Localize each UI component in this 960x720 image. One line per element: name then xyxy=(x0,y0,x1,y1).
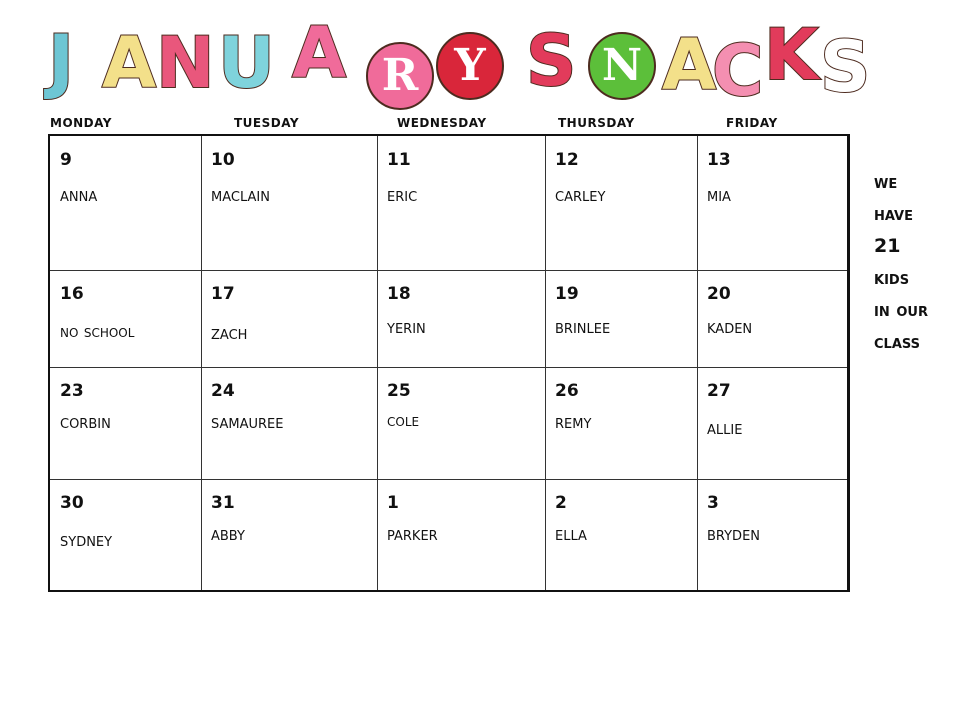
note-line: kids xyxy=(874,267,910,289)
day-cell xyxy=(377,479,545,590)
page-title xyxy=(48,12,878,112)
title-letter-j: J xyxy=(48,20,75,102)
cell-date: 16 xyxy=(60,284,84,304)
cell-date: 3 xyxy=(707,493,719,513)
class-size-note xyxy=(874,166,954,358)
day-cell xyxy=(545,479,697,590)
cell-date: 27 xyxy=(707,381,731,401)
header-tuesday: tuesday xyxy=(234,112,300,132)
cell-date: 2 xyxy=(555,493,567,513)
title-letter-k: K xyxy=(764,14,819,96)
title-letter-n2: N xyxy=(588,32,656,100)
day-cell xyxy=(377,136,545,270)
title-letter-r: R xyxy=(366,42,434,110)
day-cell xyxy=(697,270,847,367)
day-cell xyxy=(697,479,847,590)
cell-name: anna xyxy=(60,184,98,206)
cell-name: maclain xyxy=(211,184,270,206)
day-cell xyxy=(545,136,697,270)
title-letter-s: S xyxy=(526,20,577,102)
title-letter-c: C xyxy=(712,30,764,112)
header-friday: friday xyxy=(726,112,778,132)
cell-name: mia xyxy=(707,184,731,206)
cell-date: 12 xyxy=(555,150,579,170)
cell-name: cole xyxy=(387,411,420,431)
cell-name: bryden xyxy=(707,523,761,545)
day-cell xyxy=(50,479,201,590)
day-cell xyxy=(201,367,377,479)
cell-date: 19 xyxy=(555,284,579,304)
cell-date: 17 xyxy=(211,284,235,304)
note-line: in our xyxy=(874,299,928,321)
cell-date: 9 xyxy=(60,150,72,170)
cell-date: 23 xyxy=(60,381,84,401)
title-letter-n: N xyxy=(156,22,215,104)
title-letter-u: U xyxy=(218,22,275,104)
day-cell xyxy=(50,270,201,367)
cell-date: 25 xyxy=(387,381,411,401)
cell-name: corbin xyxy=(60,411,111,433)
day-cell xyxy=(201,479,377,590)
cell-date: 24 xyxy=(211,381,235,401)
note-line: have xyxy=(874,203,913,225)
day-cell xyxy=(545,367,697,479)
note-line: class xyxy=(874,331,921,353)
title-letter-s2: S xyxy=(820,26,871,108)
day-cell xyxy=(201,136,377,270)
cell-date: 11 xyxy=(387,150,411,170)
cell-name: zach xyxy=(211,322,248,344)
cell-date: 20 xyxy=(707,284,731,304)
cell-name: parker xyxy=(387,523,438,545)
note-line: we xyxy=(874,171,898,193)
cell-name: ella xyxy=(555,523,587,545)
day-cell xyxy=(50,367,201,479)
cell-name: eric xyxy=(387,184,418,206)
day-cell xyxy=(545,270,697,367)
cell-date: 31 xyxy=(211,493,235,513)
header-thursday: thursday xyxy=(558,112,635,132)
grid-divider xyxy=(50,590,847,592)
day-cell xyxy=(50,136,201,270)
cell-name: carley xyxy=(555,184,606,206)
cell-date: 30 xyxy=(60,493,84,513)
note-line: 21 xyxy=(874,235,901,257)
cell-name: yerin xyxy=(387,316,426,338)
header-wednesday: wednesday xyxy=(397,112,487,132)
cell-name: brinlee xyxy=(555,316,611,338)
day-cell xyxy=(697,136,847,270)
day-cell xyxy=(377,270,545,367)
cell-name: no school xyxy=(60,322,135,342)
title-letter-y: Y xyxy=(436,32,504,100)
day-cell xyxy=(697,367,847,479)
title-letter-a3: A xyxy=(662,24,717,106)
cell-date: 26 xyxy=(555,381,579,401)
day-cell xyxy=(377,367,545,479)
cell-name: samauree xyxy=(211,411,284,433)
cell-name: abby xyxy=(211,523,245,545)
title-letter-a: A xyxy=(102,22,157,104)
day-cell xyxy=(201,270,377,367)
snack-calendar-grid xyxy=(48,134,850,592)
cell-name: kaden xyxy=(707,316,753,338)
cell-name: remy xyxy=(555,411,592,433)
header-monday: monday xyxy=(50,112,112,132)
title-letter-a2: A xyxy=(292,12,347,94)
cell-date: 10 xyxy=(211,150,235,170)
cell-name: sydney xyxy=(60,529,113,551)
cell-date: 13 xyxy=(707,150,731,170)
cell-name: allie xyxy=(707,417,743,439)
cell-date: 18 xyxy=(387,284,411,304)
cell-date: 1 xyxy=(387,493,399,513)
